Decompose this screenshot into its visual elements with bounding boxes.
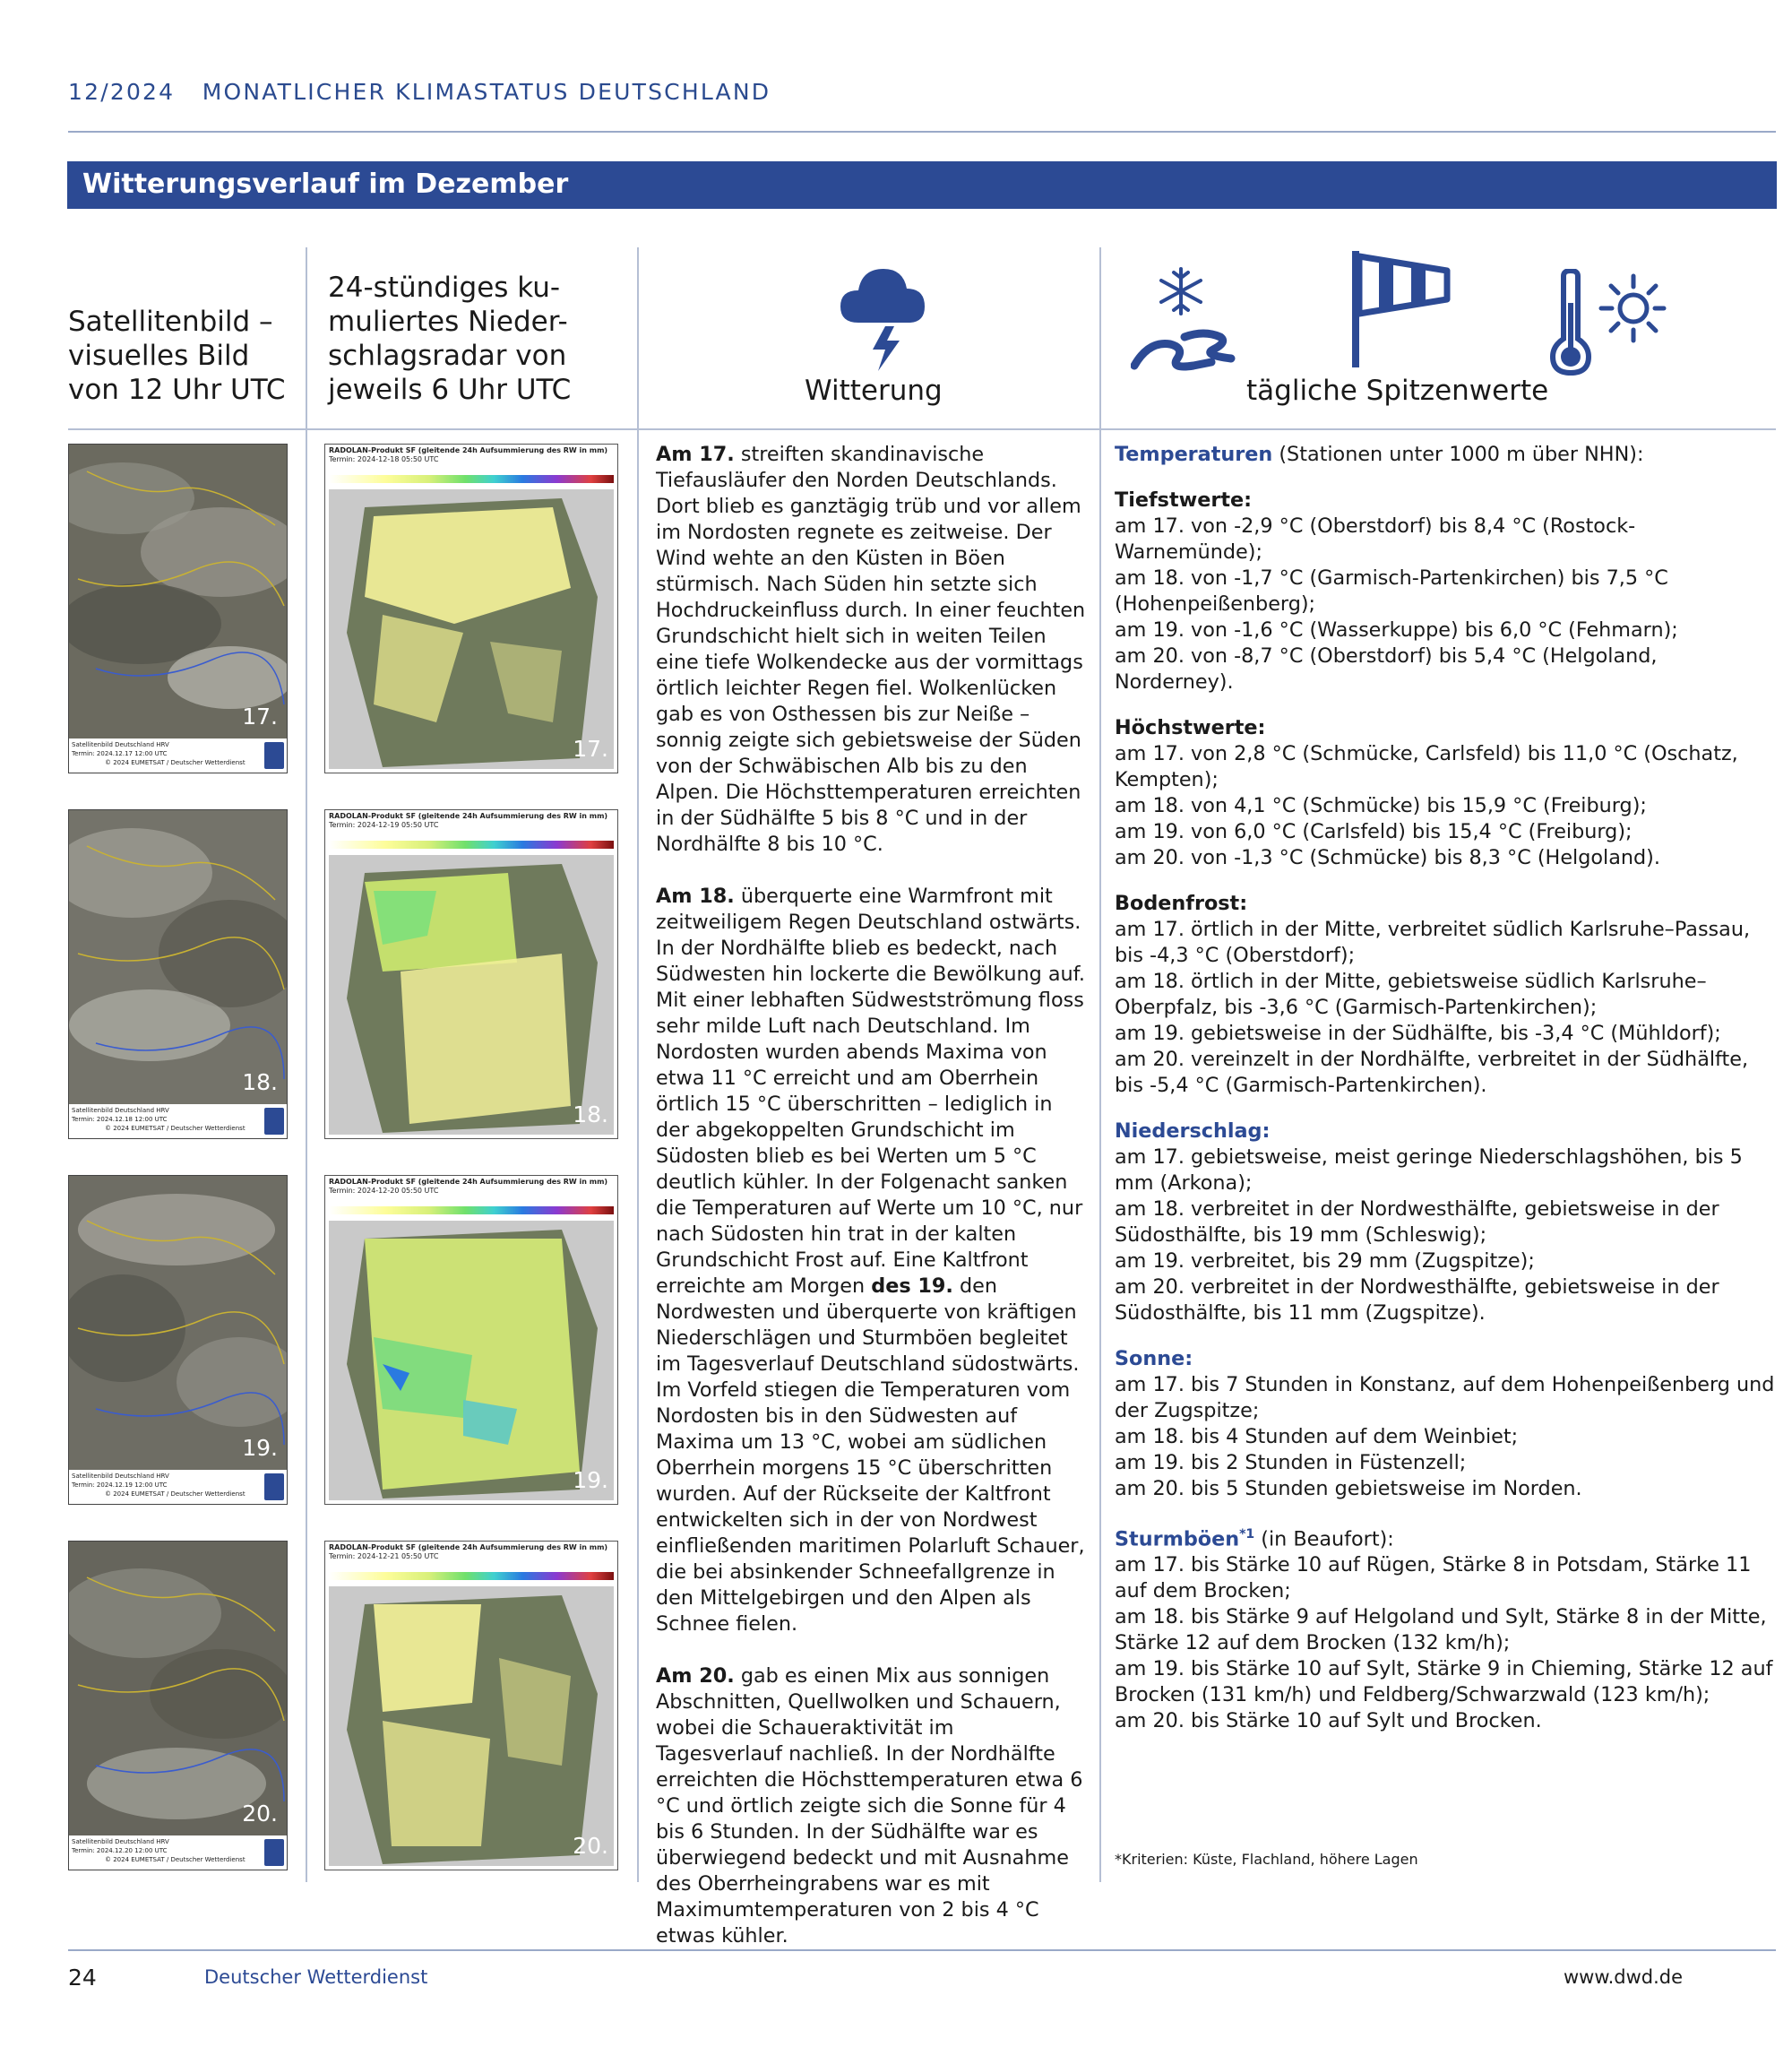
caption-line: Termin: 2024.12.17 12:00 UTC bbox=[72, 750, 168, 757]
paragraph-lead: Am 20. bbox=[656, 1664, 735, 1688]
list-item: am 20. von -8,7 °C (Oberstdorf) bis 5,4 °C (Helgoland, Norderney). bbox=[1115, 644, 1658, 694]
paragraph-day-17 bbox=[656, 442, 1086, 858]
paragraph-day-20 bbox=[656, 1663, 1086, 1949]
page-header bbox=[68, 79, 771, 105]
section-title: Witterungsverlauf im Dezember bbox=[82, 168, 569, 200]
day-label: 20. bbox=[242, 1801, 278, 1827]
list-item: am 18. von -1,7 °C (Garmisch-Partenkirchen) bis 7,5 °C (Hohenpeißenberg); bbox=[1115, 566, 1668, 616]
footer-website-link[interactable]: www.dwd.de bbox=[1564, 1966, 1684, 1988]
sunshine bbox=[1115, 1346, 1778, 1502]
temperature-heading bbox=[1115, 442, 1778, 468]
header-row-divider bbox=[68, 428, 1776, 430]
paragraph-text: den Nordwesten und überquerte von kräftigen Niederschlägen und Sturmböen begleitet im Tagesverlauf Deutschland südostwärts. Im Vorfeld stiegen die Temperaturen vom Nordosten bis in den Südwesten auf Maxima um 13 °C, wobei am südlichen Oberrhein morgens 15 °C überschritten wurden. Auf der Rückseite der Kaltfront entwickelten sich in der von Nordwest einfließenden maritimen Polarluft Schauer, die bei absinkender Schneefallgrenze in den Mittelgebirgen und den Alpen als Schnee fielen. bbox=[656, 1274, 1085, 1636]
list-item: am 20. bis Stärke 10 auf Sylt und Brocken. bbox=[1115, 1709, 1542, 1733]
footer-organization: Deutscher Wetterdienst bbox=[204, 1966, 428, 1988]
list-item: am 17. gebietsweise, meist geringe Niederschlagshöhen, bis 5 mm (Arkona); bbox=[1115, 1145, 1743, 1195]
radar-legend bbox=[329, 475, 614, 483]
list-item: am 17. von -2,9 °C (Oberstdorf) bis 8,4 °C (Rostock-Warnemünde); bbox=[1115, 514, 1636, 564]
issue-date: 12/2024 bbox=[68, 79, 176, 105]
header-divider bbox=[68, 131, 1776, 133]
paragraph-text: überquerte eine Warmfront mit zeitweiligem Regen Deutschland ostwärts. In der Nordhälfte blieb es bedeckt, nach Südwesten hin lockerte die Bewölkung auf. Mit einer lebhaften Südwestströmung floss sehr milde Luft nach Deutschland. Im Nordosten wurden abends Maxima von etwa 11 °C erreicht und am Oberrhein örtlich 15 °C überschritten – lediglich in der abgekoppelten Grundschicht im Südosten blieb es bei Werten um 5 °C deutlich kühler. In der Folgenacht sanken die Temperaturen auf Werte um 10 °C, nur nach Südosten hin trat in der kalten Grundschicht Frost auf. Eine Kaltfront erreichte am Morgen bbox=[656, 885, 1085, 1298]
dwd-logo-icon bbox=[264, 742, 284, 769]
caption-line: © 2024 EUMETSAT / Deutscher Wetterdienst bbox=[105, 1125, 246, 1132]
caption-line: © 2024 EUMETSAT / Deutscher Wetterdienst bbox=[105, 1490, 246, 1498]
caption-line: Termin: 2024.12.18 12:00 UTC bbox=[72, 1116, 168, 1123]
day-label: 17. bbox=[573, 736, 608, 762]
day-label: 19. bbox=[242, 1435, 278, 1461]
list-item: am 18. von 4,1 °C (Schmücke) bis 15,9 °C (Freiburg); bbox=[1115, 794, 1647, 817]
list-item: am 19. von 6,0 °C (Carlsfeld) bis 15,4 °C (Freiburg); bbox=[1115, 820, 1633, 843]
list-item: am 18. verbreitet in der Nordwesthälfte, gebietsweise in der Südosthälfte, bis 19 mm (Schleswig); bbox=[1115, 1197, 1719, 1247]
list-item: am 20. verbreitet in der Nordwesthälfte, gebietsweise in der Südosthälfte, bis 11 mm (Zugspitze). bbox=[1115, 1275, 1719, 1325]
radar-title: RADOLAN-Produkt SF (gleitende 24h Aufsummierung des RW in mm) bbox=[329, 446, 608, 454]
caption-line: © 2024 EUMETSAT / Deutscher Wetterdienst bbox=[105, 759, 246, 766]
section-heading: Sonne: bbox=[1115, 1347, 1193, 1370]
storm-gusts bbox=[1115, 1522, 1778, 1734]
radar-image bbox=[324, 1175, 618, 1505]
list-item: am 20. bis 5 Stunden gebietsweise im Norden. bbox=[1115, 1477, 1582, 1500]
peaks-column-heading: tägliche Spitzenwerte bbox=[1246, 375, 1549, 407]
list-item: am 19. verbreitet, bis 29 mm (Zugspitze); bbox=[1115, 1249, 1535, 1273]
peak-values bbox=[1115, 442, 1778, 1754]
paragraph-lead: Am 17. bbox=[656, 443, 735, 466]
section-heading: Sturmböen bbox=[1115, 1527, 1240, 1551]
radar-image bbox=[324, 1541, 618, 1870]
day-label: 20. bbox=[573, 1833, 608, 1859]
section-note: (Stationen unter 1000 m über NHN): bbox=[1272, 443, 1644, 466]
radar-term: Termin: 2024-12-20 05:50 UTC bbox=[329, 1187, 439, 1195]
caption-line: Termin: 2024.12.20 12:00 UTC bbox=[72, 1847, 168, 1854]
paragraph-day-18 bbox=[656, 884, 1086, 1637]
caption-line: Satellitenbild Deutschland HRV bbox=[72, 1107, 169, 1114]
footnote-marker: *1 bbox=[1239, 1527, 1255, 1542]
snow-road-icon bbox=[1131, 265, 1236, 373]
subsection-heading: Höchstwerte: bbox=[1115, 716, 1266, 739]
radar-legend bbox=[329, 1206, 614, 1214]
section-note: (in Beaufort): bbox=[1254, 1527, 1394, 1551]
list-item: am 18. bis Stärke 9 auf Helgoland und Sylt, Stärke 8 in der Mitte, Stärke 12 auf dem Brocken (132 km/h); bbox=[1115, 1605, 1767, 1655]
caption-line: Satellitenbild Deutschland HRV bbox=[72, 741, 169, 748]
dwd-logo-icon bbox=[264, 1108, 284, 1135]
day-label: 17. bbox=[242, 704, 278, 730]
image-caption bbox=[69, 738, 287, 773]
dwd-logo-icon bbox=[264, 1473, 284, 1500]
satellite-column-heading: Satellitenbild – visuelles Bild von 12 Uhr UTC bbox=[68, 306, 286, 406]
list-item: am 17. örtlich in der Mitte, verbreitet südlich Karlsruhe–Passau, bis -4,3 °C (Oberstdorf); bbox=[1115, 918, 1751, 967]
paragraph-text: streiften skandinavische Tiefausläufer den Norden Deutschlands. Dort blieb es ganztägig trüb und vor allem im Nordosten regnete es zeitweise. Der Wind wehte an den Küsten in Böen stürmisch. Nach Süden hin setzte sich Hochdruckeinfluss durch. In einer feuchten Grundschicht hielt sich in weiten Teilen eine tiefe Wolkendecke aus der vormittags örtlich leichter Regen fiel. Wolkenlücken gab es von Osthessen bis zur Neiße – sonnig zeigte sich gebietsweise der Süden von der Schwäbischen Alb bis zu den Alpen. Die Höchsttemperaturen erreichten in der Südhälfte 5 bis 8 °C und in der Nordhälfte 8 bis 10 °C. bbox=[656, 443, 1086, 856]
list-item: am 17. bis Stärke 10 auf Rügen, Stärke 8 in Potsdam, Stärke 11 auf dem Brocken; bbox=[1115, 1553, 1752, 1603]
radar-title: RADOLAN-Produkt SF (gleitende 24h Aufsummierung des RW in mm) bbox=[329, 812, 608, 820]
radar-column-heading: 24-stündiges ku- muliertes Nieder- schlagsradar von jeweils 6 Uhr UTC bbox=[328, 272, 572, 406]
list-item: am 17. von 2,8 °C (Schmücke, Carlsfeld) bis 11,0 °C (Oschatz, Kempten); bbox=[1115, 742, 1738, 791]
subsection-heading: Bodenfrost: bbox=[1115, 892, 1248, 915]
footnote: *Kriterien: Küste, Flachland, höhere Lagen bbox=[1115, 1851, 1418, 1868]
radar-title: RADOLAN-Produkt SF (gleitende 24h Aufsummierung des RW in mm) bbox=[329, 1543, 608, 1551]
radar-term: Termin: 2024-12-18 05:50 UTC bbox=[329, 455, 439, 463]
caption-line: Termin: 2024.12.19 12:00 UTC bbox=[72, 1481, 168, 1489]
list-item: am 20. von -1,3 °C (Schmücke) bis 8,3 °C (Helgoland). bbox=[1115, 846, 1660, 869]
windsock-icon bbox=[1348, 244, 1456, 369]
list-item: am 19. bis Stärke 10 auf Sylt, Stärke 9 in Chieming, Stärke 12 auf Brocken (131 km/h) und Feldberg/Schwarzwald (123 km/h); bbox=[1115, 1657, 1773, 1707]
satellite-image bbox=[68, 809, 288, 1139]
max-temperatures bbox=[1115, 715, 1778, 871]
radar-image bbox=[324, 444, 618, 773]
radar-title: RADOLAN-Produkt SF (gleitende 24h Aufsummierung des RW in mm) bbox=[329, 1178, 608, 1186]
column-divider bbox=[306, 247, 307, 1882]
thermometer-sun-icon bbox=[1546, 269, 1667, 376]
paragraph-emphasis: des 19. bbox=[871, 1274, 953, 1298]
column-divider bbox=[1099, 247, 1101, 1882]
dwd-logo-icon bbox=[264, 1839, 284, 1866]
ground-frost bbox=[1115, 891, 1778, 1099]
satellite-image bbox=[68, 1541, 288, 1870]
column-divider bbox=[637, 247, 639, 1882]
section-heading: Niederschlag: bbox=[1115, 1119, 1271, 1143]
list-item: am 20. vereinzelt in der Nordhälfte, verbreitet in der Südhälfte, bis -5,4 °C (Garmisch-Partenkirchen). bbox=[1115, 1048, 1749, 1097]
satellite-image bbox=[68, 1175, 288, 1505]
caption-line: Satellitenbild Deutschland HRV bbox=[72, 1838, 169, 1845]
image-caption bbox=[69, 1104, 287, 1138]
publication-title: MONATLICHER KLIMASTATUS DEUTSCHLAND bbox=[202, 79, 771, 105]
day-label: 18. bbox=[242, 1069, 278, 1095]
radar-legend bbox=[329, 1572, 614, 1580]
list-item: am 19. bis 2 Stunden in Füstenzell; bbox=[1115, 1451, 1467, 1474]
paragraph-lead: Am 18. bbox=[656, 885, 735, 908]
subsection-heading: Tiefstwerte: bbox=[1115, 488, 1253, 512]
image-caption bbox=[69, 1470, 287, 1504]
weather-narrative bbox=[656, 442, 1086, 1975]
precipitation bbox=[1115, 1119, 1778, 1326]
min-temperatures bbox=[1115, 488, 1778, 695]
radar-image bbox=[324, 809, 618, 1139]
image-caption bbox=[69, 1835, 287, 1870]
caption-line: © 2024 EUMETSAT / Deutscher Wetterdienst bbox=[105, 1856, 246, 1863]
list-item: am 19. von -1,6 °C (Wasserkuppe) bis 6,0 °C (Fehmarn); bbox=[1115, 618, 1678, 642]
day-label: 19. bbox=[573, 1467, 608, 1493]
radar-term: Termin: 2024-12-21 05:50 UTC bbox=[329, 1552, 439, 1560]
radar-legend bbox=[329, 841, 614, 849]
paragraph-text: gab es einen Mix aus sonnigen Abschnitten, Quellwolken und Schauern, wobei die Schaueraktivität im Tagesverlauf nachließ. In der Nordhälfte erreichten die Höchsttemperaturen etwa 6 °C und örtlich zeigte sich die Sonne für 4 bis 6 Stunden. In der Südhälfte war es überwiegend bedeckt und mit Ausnahme des Oberrheingrabens war es mit Maximumtemperaturen von 2 bis 4 °C etwas kühler. bbox=[656, 1664, 1083, 1948]
day-label: 18. bbox=[573, 1101, 608, 1127]
caption-line: Satellitenbild Deutschland HRV bbox=[72, 1473, 169, 1480]
radar-term: Termin: 2024-12-19 05:50 UTC bbox=[329, 821, 439, 829]
section-heading: Temperaturen bbox=[1115, 443, 1273, 466]
weather-column-heading: Witterung bbox=[805, 375, 943, 407]
satellite-image bbox=[68, 444, 288, 773]
footer-divider bbox=[68, 1949, 1776, 1951]
list-item: am 18. örtlich in der Mitte, gebietsweise südlich Karlsruhe–Oberpfalz, bis -3,6 °C (Garmisch-Partenkirchen); bbox=[1115, 970, 1707, 1019]
page-number: 24 bbox=[68, 1965, 97, 1991]
list-item: am 17. bis 7 Stunden in Konstanz, auf dem Hohenpeißenberg und der Zugspitze; bbox=[1115, 1373, 1775, 1422]
cloud-lightning-icon bbox=[833, 253, 932, 374]
list-item: am 18. bis 4 Stunden auf dem Weinbiet; bbox=[1115, 1425, 1519, 1448]
list-item: am 19. gebietsweise in der Südhälfte, bis -3,4 °C (Mühldorf); bbox=[1115, 1022, 1721, 1045]
section-band bbox=[67, 161, 1777, 209]
